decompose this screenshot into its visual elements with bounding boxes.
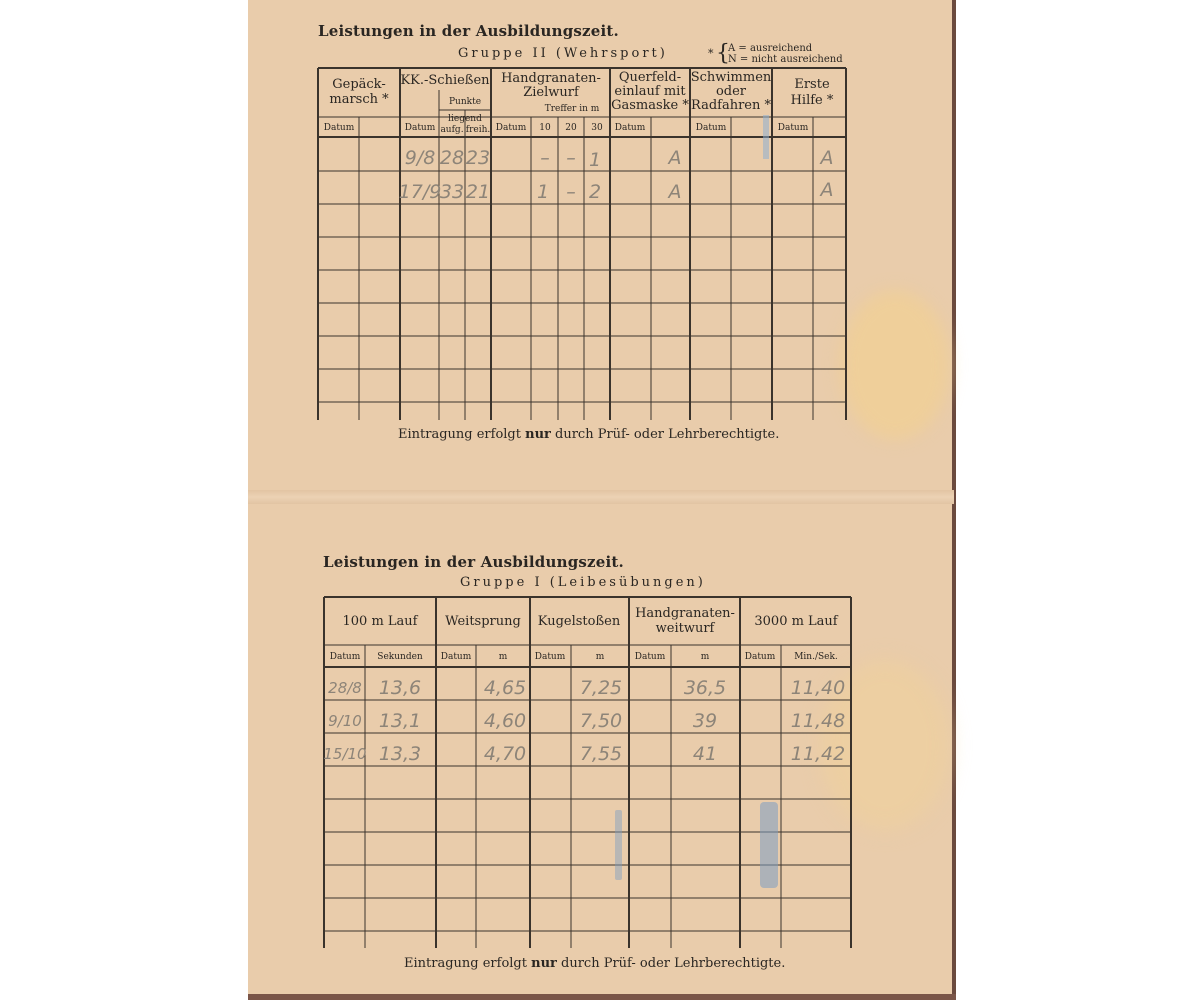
lower-table-subheaders [330, 652, 838, 662]
sub-datum: Datum [329, 652, 361, 662]
hdr-schw-2: oder [715, 84, 747, 99]
sub-m: m [700, 652, 710, 662]
sub-aufg: aufg. [440, 125, 464, 135]
entry-weitsprung: 4,65 [483, 677, 527, 699]
legend-star: * [708, 47, 714, 60]
footer-text-bold: nur [525, 427, 551, 442]
entry-sekunden: 13,6 [378, 677, 422, 699]
entry-aufg: 23 [465, 147, 491, 169]
footer-text-bold: nur [531, 956, 557, 971]
entry-datum: 15/10 [323, 745, 367, 763]
sub-minsek: Min./Sek. [794, 652, 838, 662]
upper-group-title: Gruppe II (Wehrsport) [458, 46, 668, 61]
entry-erste: A [820, 147, 834, 169]
lower-section-title: Leistungen in der Ausbildungszeit. [323, 553, 624, 571]
entry-quer: A [668, 147, 682, 169]
sub-datum: Datum [777, 123, 809, 133]
entry-sekunden: 13,1 [378, 710, 422, 732]
hdr-schw-3: Radfahren * [690, 98, 772, 113]
legend-nicht-ausreichend: N = nicht ausreichend [728, 54, 843, 65]
entry-quer: A [668, 181, 682, 203]
entry-3000m: 11,40 [790, 677, 846, 699]
sub-t30: 30 [591, 123, 603, 133]
entry-t20: – [566, 147, 576, 169]
lower-footer-note [404, 956, 785, 971]
sub-sekunden: Sekunden [377, 652, 423, 662]
sub-datum: Datum [534, 652, 566, 662]
lower-table [324, 597, 851, 948]
sub-datum: Datum [404, 123, 436, 133]
footer-text-start: Eintragung erfolgt [398, 427, 526, 442]
sub-m: m [498, 652, 508, 662]
sub-datum: Datum [440, 652, 472, 662]
entry-kugel: 7,50 [579, 710, 623, 732]
upper-table-headers [329, 70, 834, 114]
footer-text-end: durch Prüf- oder Lehrberechtigte. [550, 427, 780, 442]
hdr-gepaeck-1: Gepäck- [332, 77, 386, 92]
entry-t20: – [566, 181, 576, 203]
sub-datum: Datum [695, 123, 727, 133]
hdr-schw-1: Schwimmen [690, 70, 772, 85]
legend-ausreichend: A = ausreichend [728, 43, 813, 54]
entry-weitsprung: 4,60 [483, 710, 527, 732]
sub-datum: Datum [744, 652, 776, 662]
hdr-kk: KK.-Schießen [400, 73, 490, 88]
hdr-hg-2: Zielwurf [523, 85, 579, 100]
hdr-weitsprung: Weitsprung [445, 614, 521, 629]
hdr-erste-2: Hilfe * [790, 93, 834, 108]
entry-hgw: 41 [692, 743, 718, 765]
upper-footer-note [398, 427, 779, 442]
entry-t30: 2 [588, 181, 602, 203]
entry-datum: 28/8 [328, 679, 362, 697]
sub-m: m [595, 652, 605, 662]
entry-3000m: 11,42 [790, 743, 846, 765]
sub-liegend: liegend [448, 114, 482, 124]
sub-datum: Datum [634, 652, 666, 662]
sub-t10: 10 [539, 123, 551, 133]
hdr-hg-1: Handgranaten- [501, 71, 601, 86]
hdr-quer-3: Gasmaske * [611, 98, 689, 113]
hdr-lauf100: 100 m Lauf [342, 614, 418, 629]
hdr-kugelstossen: Kugelstoßen [537, 614, 621, 629]
hdr-punkte: Punkte [448, 97, 482, 107]
lower-table-headers [343, 606, 839, 636]
sub-freih: freih. [465, 125, 491, 135]
entry-datum: 9/10 [328, 712, 362, 730]
hdr-erste-1: Erste [794, 77, 830, 92]
entry-kk-datum: 17/9 [398, 181, 442, 203]
sub-datum: Datum [495, 123, 527, 133]
entry-kugel: 7,25 [579, 677, 623, 699]
hdr-lauf3000: 3000 m Lauf [754, 614, 838, 629]
entry-sekunden: 13,3 [378, 743, 422, 765]
footer-text-end: durch Prüf- oder Lehrberechtigte. [556, 956, 786, 971]
ink-mark [615, 810, 622, 880]
lower-table-entries [323, 677, 845, 765]
entry-aufg: 21 [465, 181, 491, 203]
sub-t20: 20 [565, 123, 577, 133]
sub-datum: Datum [614, 123, 646, 133]
hdr-quer-2: einlauf mit [614, 84, 686, 99]
entry-t10: – [540, 147, 550, 169]
entry-t30: 1 [588, 149, 602, 171]
entry-hgw: 39 [692, 710, 718, 732]
legend-brace-icon: { [716, 41, 730, 66]
ink-mark [763, 115, 769, 159]
entry-hgw: 36,5 [683, 677, 727, 699]
entry-liegend: 33 [439, 181, 465, 203]
entry-3000m: 11,48 [790, 710, 846, 732]
upper-section-title: Leistungen in der Ausbildungszeit. [318, 22, 619, 40]
hdr-hgw-1: Handgranaten- [635, 606, 735, 621]
sub-datum: Datum [323, 123, 355, 133]
entry-kk-datum: 9/8 [404, 147, 436, 169]
entry-kugel: 7,55 [579, 743, 623, 765]
entry-liegend: 28 [439, 147, 465, 169]
lower-group-title: Gruppe I (Leibesübungen) [460, 575, 706, 590]
footer-text-start: Eintragung erfolgt [404, 956, 532, 971]
entry-erste: A [820, 179, 834, 201]
entry-t10: 1 [536, 181, 550, 203]
ink-stamp-mark [760, 802, 778, 888]
hdr-quer-1: Querfeld- [618, 70, 682, 85]
hdr-treffer: Treffer in m [544, 104, 600, 114]
hdr-hgw-2: weitwurf [655, 621, 715, 636]
entry-weitsprung: 4,70 [483, 743, 527, 765]
hdr-gepaeck-2: marsch * [329, 92, 389, 107]
